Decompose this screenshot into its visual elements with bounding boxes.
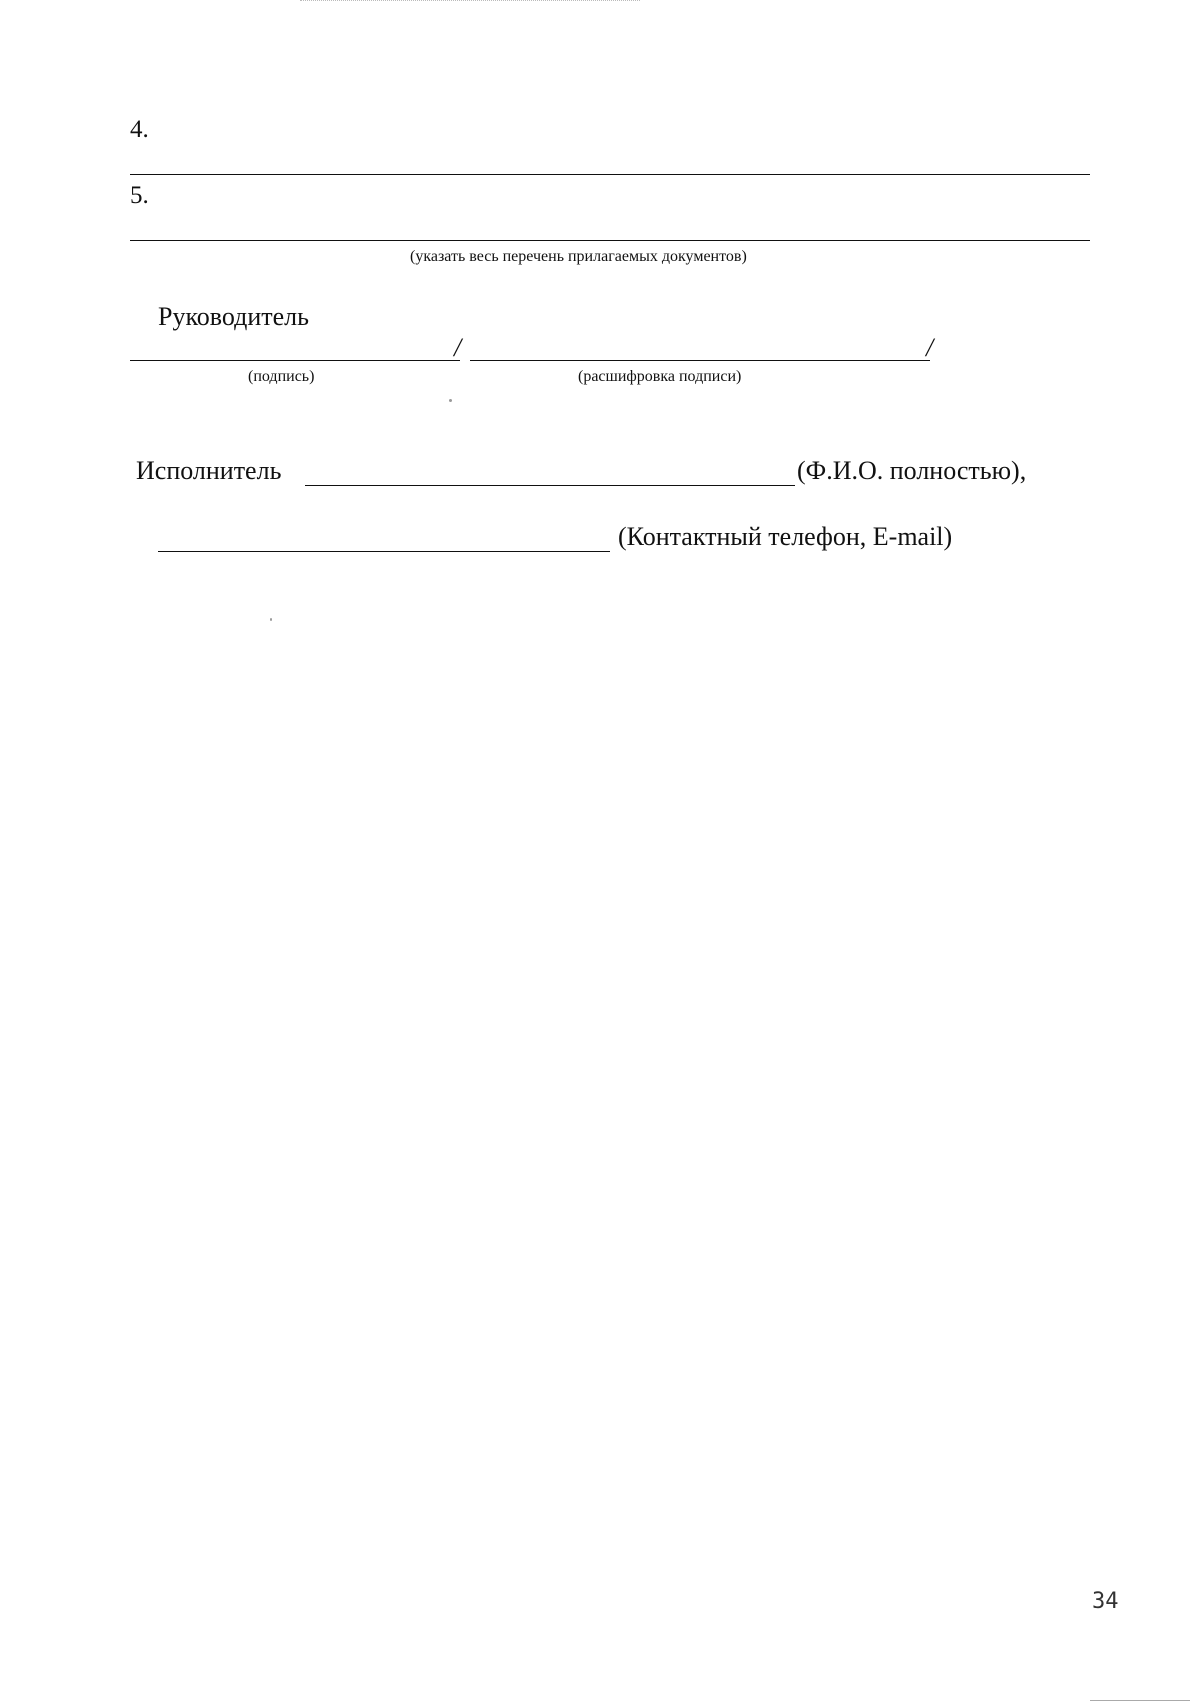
- executor-contact-line: [158, 551, 610, 552]
- scan-speck: [449, 399, 452, 402]
- scan-artifact-top: [300, 0, 640, 1]
- list-item-5-number: 5.: [130, 182, 149, 209]
- manager-decoding-line: [470, 360, 930, 361]
- executor-name-caption: (Ф.И.О. полностью),: [797, 456, 1027, 485]
- signature-caption: (подпись): [248, 368, 315, 385]
- signature-decoding-caption: (расшифровка подписи): [578, 368, 742, 385]
- executor-name-line: [305, 485, 795, 486]
- documents-list-caption: (указать весь перечень прилагаемых документов): [410, 248, 747, 265]
- scan-speck: [270, 618, 272, 621]
- manager-label: Руководитель: [158, 302, 309, 331]
- scan-artifact-bottom: [1090, 1700, 1190, 1701]
- list-item-4-line: [130, 174, 1090, 175]
- executor-label: Исполнитель: [136, 456, 282, 485]
- list-item-5-line: [130, 240, 1090, 241]
- executor-contact-caption: (Контактный телефон, E-mail): [618, 522, 953, 551]
- list-item-4-number: 4.: [130, 116, 149, 143]
- page-number: 34: [1092, 1589, 1119, 1614]
- manager-slash-left: /: [454, 333, 462, 362]
- manager-signature-line: [130, 360, 460, 361]
- manager-slash-right: /: [926, 333, 934, 362]
